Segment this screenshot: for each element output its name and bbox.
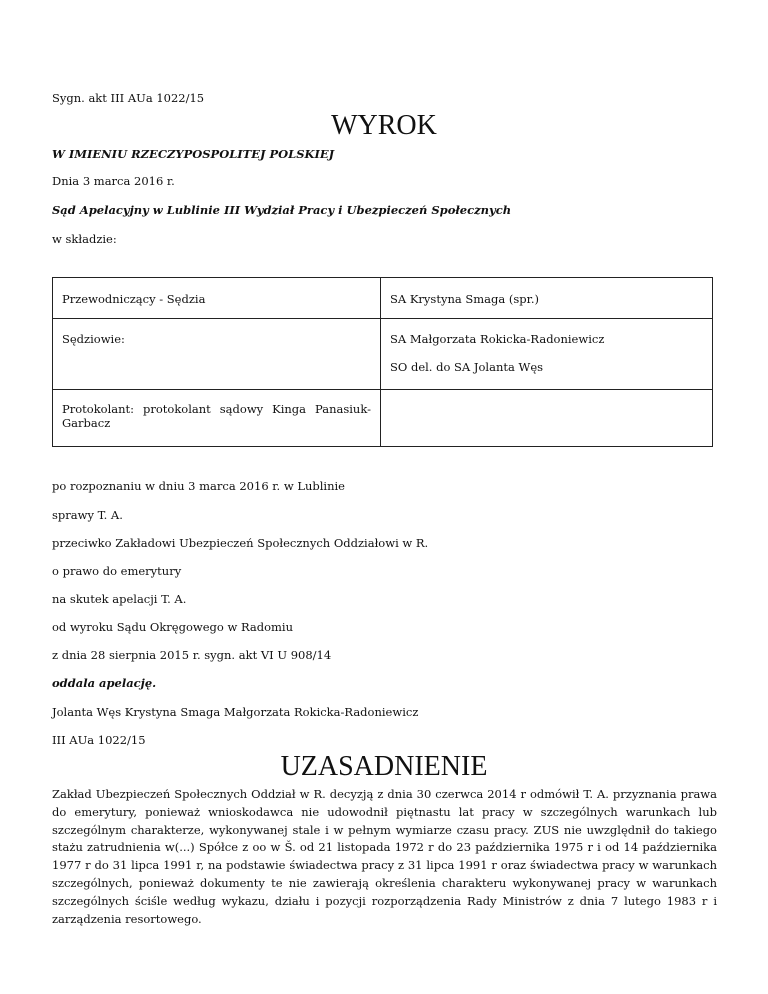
defendant: przeciwko Zakładowi Ubezpieczeń Społecznych Oddziałowi w R.: [52, 536, 429, 550]
judges-label: Sędziowie:: [62, 332, 125, 346]
lower-court: od wyroku Sądu Okręgowego w Radomiu: [52, 620, 294, 634]
judgment-reference: z dnia 28 sierpnia 2015 r. sygn. akt VI U 908/14: [52, 648, 332, 662]
judges-names-cell: [381, 319, 713, 390]
justification-title: UZASADNIENIE: [280, 751, 488, 782]
judge-1: SA Małgorzata Rokicka-Radoniewicz: [390, 332, 605, 346]
verdict-title: WYROK: [331, 110, 437, 141]
ruling: oddala apelację.: [52, 676, 157, 690]
clerk: Protokolant: protokolant sądowy Kinga Panasiuk-Garbacz: [62, 402, 371, 430]
appeal-info: na skutek apelacji T. A.: [52, 592, 187, 606]
case-parties: sprawy T. A.: [52, 508, 123, 522]
composition-label: w składzie:: [52, 232, 117, 246]
court-panel-table: [52, 277, 713, 447]
hearing-info: po rozpoznaniu w dniu 3 marca 2016 r. w Lublinie: [52, 479, 345, 493]
judges-label-cell: [53, 319, 381, 390]
in-name-of-republic: W IMIENIU RZECZYPOSPOLITEJ POLSKIEJ: [52, 147, 335, 161]
judges-signatures: Jolanta Węs Krystyna Smaga Małgorzata Rokicka-Radoniewicz: [52, 705, 419, 719]
case-subject: o prawo do emerytury: [52, 564, 182, 578]
verdict-date: Dnia 3 marca 2016 r.: [52, 174, 175, 188]
court-name: Sąd Apelacyjny w Lublinie III Wydział Pracy i Ubezpieczeń Społecznych: [52, 203, 512, 217]
presiding-name-cell: [381, 278, 713, 319]
case-number: Sygn. akt III AUa 1022/15: [52, 91, 205, 105]
presiding-label-cell: [53, 278, 381, 319]
presiding-label: Przewodniczący - Sędzia: [62, 292, 206, 306]
clerk-empty-cell: [381, 390, 713, 447]
judge-2: SO del. do SA Jolanta Węs: [390, 360, 544, 374]
clerk-cell: [53, 390, 381, 447]
justification-paragraph: Zakład Ubezpieczeń Społecznych Oddział w R. decyzją z dnia 30 czerwca 2014 r odmówił T. A. przyznania prawa do emerytury, ponieważ wnioskodawca nie udowodnił piętnastu lat pracy w szczególnych warunkach lub szczególnym charakterze, wykonywanej stale i w pełnym wymiarze czasu pracy. ZUS nie uwzględnił do takiego stażu zatrudnienia w(...) Spółce z oo w Š. od 21 listopada 1972 r do 23 października 1975 r i od 14 października 1977 r do 31 lipca 1991 r, na podstawie świadectwa pracy z 31 lipca 1991 r oraz świadectwa pracy w warunkach szczególnych, ponieważ dokumenty te nie zawierają określenia charakteru wykonywanej pracy w warunkach szczególnych ściśle według wykazu, działu i pozycji rozporządzenia Rady Ministrów z dnia 7 lutego 1983 r i zarządzenia resortowego.: [52, 787, 717, 926]
justification-case-number: III AUa 1022/15: [52, 733, 146, 747]
presiding-name: SA Krystyna Smaga (spr.): [390, 292, 540, 306]
